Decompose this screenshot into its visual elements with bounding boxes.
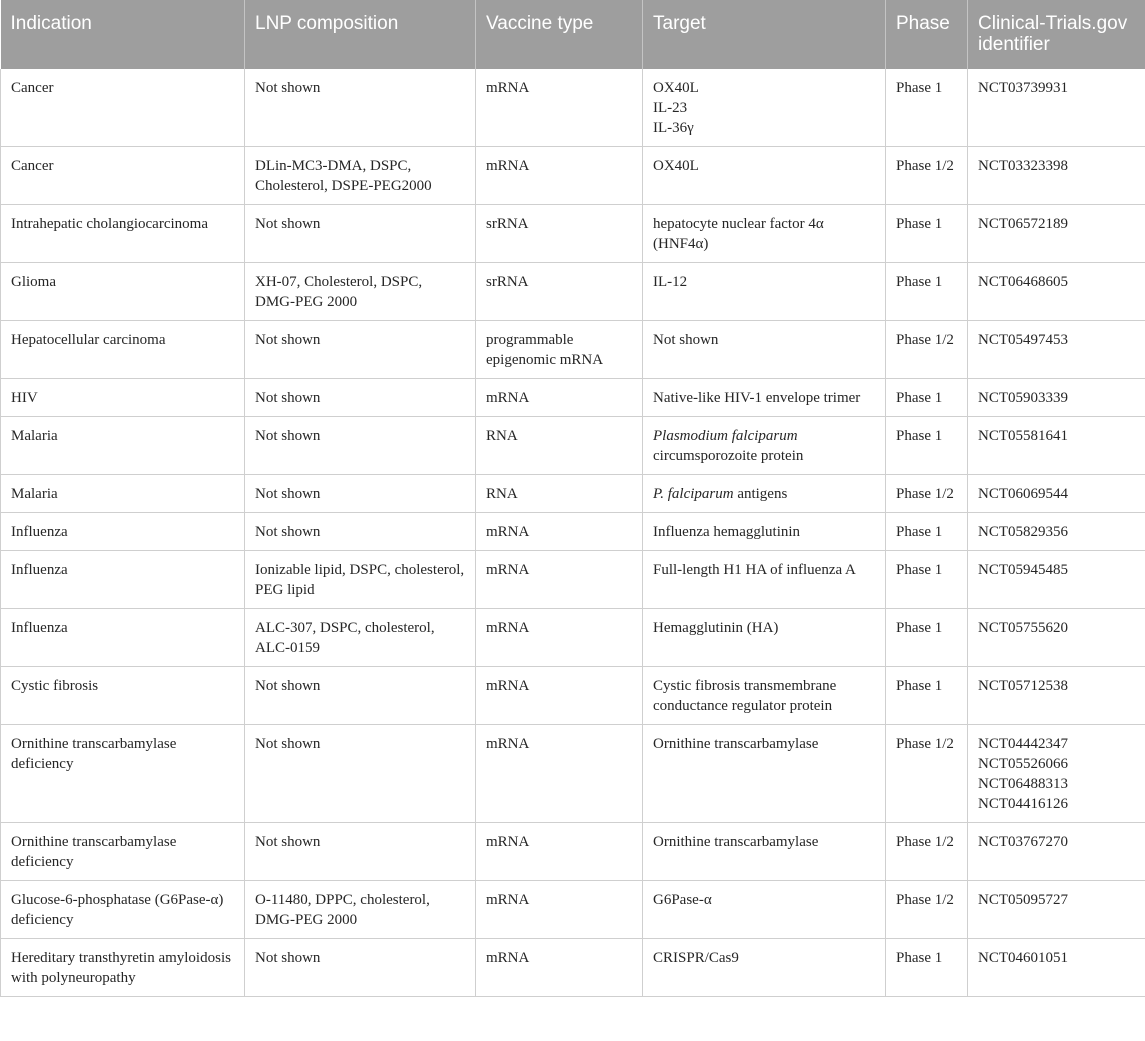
trial-identifier: NCT04416126 (978, 796, 1068, 812)
cell-identifier (968, 263, 1145, 321)
cell-phase: Phase 1/2 (886, 823, 968, 881)
cell-indication: Hepatocellular carcinoma (1, 321, 245, 379)
cell-identifier (968, 417, 1145, 475)
cell-identifier (968, 823, 1145, 881)
cell-indication: Cystic fibrosis (1, 667, 245, 725)
trial-identifier: NCT05903339 (978, 390, 1068, 406)
cell-phase: Phase 1 (886, 417, 968, 475)
cell-lnp-composition: Not shown (245, 939, 476, 997)
cell-lnp-composition: Not shown (245, 417, 476, 475)
cell-indication: Influenza (1, 513, 245, 551)
target-item: IL-36γ (653, 120, 694, 136)
trial-identifier: NCT05829356 (978, 524, 1068, 540)
trial-identifier: NCT06572189 (978, 216, 1068, 232)
cell-target (643, 939, 886, 997)
cell-phase: Phase 1 (886, 205, 968, 263)
cell-lnp-composition: Not shown (245, 667, 476, 725)
cell-vaccine-type: mRNA (476, 823, 643, 881)
table-row (1, 147, 1145, 205)
cell-vaccine-type: mRNA (476, 69, 643, 147)
target-item: Ornithine transcarbamylase (653, 736, 819, 752)
table-row (1, 263, 1145, 321)
table-row (1, 823, 1145, 881)
cell-lnp-composition: Not shown (245, 321, 476, 379)
header-lnp-composition: LNP composition (245, 0, 476, 69)
cell-phase: Phase 1/2 (886, 881, 968, 939)
cell-lnp-composition: Not shown (245, 823, 476, 881)
cell-lnp-composition: Not shown (245, 205, 476, 263)
table-row (1, 69, 1145, 147)
target-item: hepatocyte nuclear factor 4α (HNF4α) (653, 216, 824, 252)
target-item: CRISPR/Cas9 (653, 950, 739, 966)
trial-identifier: NCT06488313 (978, 776, 1068, 792)
cell-target (643, 475, 886, 513)
cell-indication: Glioma (1, 263, 245, 321)
table-row (1, 475, 1145, 513)
target-item: Influenza hemagglutinin (653, 524, 801, 540)
cell-vaccine-type: srRNA (476, 263, 643, 321)
target-item: IL-12 (653, 274, 688, 290)
trial-identifier: NCT05581641 (978, 428, 1068, 444)
header-phase: Phase (886, 0, 968, 69)
cell-phase: Phase 1 (886, 551, 968, 609)
target-item: Hemagglutinin (HA) (653, 620, 779, 636)
table-row (1, 551, 1145, 609)
cell-indication: Cancer (1, 147, 245, 205)
cell-target (643, 321, 886, 379)
table-row (1, 379, 1145, 417)
cell-indication: Cancer (1, 69, 245, 147)
target-item: G6Pase-α (653, 892, 712, 908)
target-item: OX40L (653, 158, 699, 174)
table-row (1, 939, 1145, 997)
table-row (1, 725, 1145, 823)
trial-identifier: NCT03739931 (978, 80, 1068, 96)
header-vaccine-type: Vaccine type (476, 0, 643, 69)
cell-identifier (968, 379, 1145, 417)
cell-target (643, 69, 886, 147)
cell-lnp-composition: DLin-MC3-DMA, DSPC, Cholesterol, DSPE-PEG2000 (245, 147, 476, 205)
target-species-name: P. falciparum (653, 486, 734, 502)
cell-lnp-composition: ALC-307, DSPC, cholesterol, ALC-0159 (245, 609, 476, 667)
target-item: IL-23 (653, 100, 688, 116)
cell-indication: Hereditary transthyretin amyloidosis with polyneuropathy (1, 939, 245, 997)
trial-identifier: NCT05945485 (978, 562, 1068, 578)
cell-lnp-composition: Not shown (245, 475, 476, 513)
table-row (1, 667, 1145, 725)
cell-identifier (968, 205, 1145, 263)
table-body (1, 69, 1145, 997)
cell-indication: Influenza (1, 609, 245, 667)
cell-phase: Phase 1 (886, 609, 968, 667)
cell-indication: Ornithine transcarbamylase deficiency (1, 725, 245, 823)
target-text: circumsporozoite protein (653, 448, 804, 464)
cell-phase: Phase 1/2 (886, 725, 968, 823)
cell-identifier (968, 725, 1145, 823)
table-header-row (1, 0, 1145, 69)
table-row (1, 513, 1145, 551)
cell-phase: Phase 1/2 (886, 475, 968, 513)
target-item: Not shown (653, 332, 719, 348)
cell-vaccine-type: mRNA (476, 379, 643, 417)
trial-identifier: NCT06468605 (978, 274, 1068, 290)
cell-identifier (968, 321, 1145, 379)
trial-identifier: NCT05755620 (978, 620, 1068, 636)
trial-identifier: NCT05526066 (978, 756, 1068, 772)
cell-vaccine-type: mRNA (476, 667, 643, 725)
cell-identifier (968, 475, 1145, 513)
cell-indication: Influenza (1, 551, 245, 609)
cell-target (643, 379, 886, 417)
cell-identifier (968, 147, 1145, 205)
header-target: Target (643, 0, 886, 69)
target-item: Cystic fibrosis transmembrane conductance regulator protein (653, 678, 837, 714)
cell-phase: Phase 1 (886, 513, 968, 551)
cell-target (643, 881, 886, 939)
table-row (1, 881, 1145, 939)
cell-vaccine-type: mRNA (476, 551, 643, 609)
cell-indication: HIV (1, 379, 245, 417)
cell-lnp-composition: XH-07, Cholesterol, DSPC, DMG-PEG 2000 (245, 263, 476, 321)
cell-vaccine-type: mRNA (476, 147, 643, 205)
trial-identifier: NCT04601051 (978, 950, 1068, 966)
cell-target (643, 147, 886, 205)
cell-target (643, 823, 886, 881)
cell-phase: Phase 1 (886, 667, 968, 725)
cell-lnp-composition: Not shown (245, 69, 476, 147)
target-item: Native-like HIV-1 envelope trimer (653, 390, 861, 406)
trial-identifier: NCT05497453 (978, 332, 1068, 348)
cell-indication: Glucose-6-phosphatase (G6Pase-α) deficiency (1, 881, 245, 939)
trial-identifier: NCT03323398 (978, 158, 1068, 174)
cell-phase: Phase 1/2 (886, 147, 968, 205)
cell-vaccine-type: srRNA (476, 205, 643, 263)
trial-identifier: NCT05095727 (978, 892, 1068, 908)
cell-identifier (968, 939, 1145, 997)
table-row (1, 609, 1145, 667)
target-item: Ornithine transcarbamylase (653, 834, 819, 850)
cell-vaccine-type: programmable epigenomic mRNA (476, 321, 643, 379)
cell-vaccine-type: mRNA (476, 881, 643, 939)
table-row (1, 321, 1145, 379)
cell-lnp-composition: Not shown (245, 513, 476, 551)
cell-target (643, 417, 886, 475)
cell-lnp-composition: Ionizable lipid, DSPC, cholesterol, PEG lipid (245, 551, 476, 609)
trial-identifier: NCT06069544 (978, 486, 1068, 502)
header-identifier: Clinical-Trials.gov identifier (968, 0, 1145, 69)
trial-identifier: NCT05712538 (978, 678, 1068, 694)
cell-lnp-composition: Not shown (245, 725, 476, 823)
cell-vaccine-type: RNA (476, 417, 643, 475)
cell-vaccine-type: mRNA (476, 609, 643, 667)
cell-vaccine-type: mRNA (476, 725, 643, 823)
cell-indication: Malaria (1, 475, 245, 513)
cell-phase: Phase 1 (886, 939, 968, 997)
cell-target (643, 667, 886, 725)
cell-indication: Ornithine transcarbamylase deficiency (1, 823, 245, 881)
header-indication: Indication (1, 0, 245, 69)
cell-indication: Intrahepatic cholangiocarcinoma (1, 205, 245, 263)
cell-target (643, 205, 886, 263)
cell-indication: Malaria (1, 417, 245, 475)
target-species-name: Plasmodium falciparum (653, 428, 798, 444)
table-row (1, 205, 1145, 263)
trial-identifier: NCT04442347 (978, 736, 1068, 752)
cell-target (643, 513, 886, 551)
target-item: OX40L (653, 80, 699, 96)
cell-identifier (968, 513, 1145, 551)
cell-target (643, 263, 886, 321)
cell-vaccine-type: mRNA (476, 939, 643, 997)
target-item: Full-length H1 HA of influenza A (653, 562, 856, 578)
cell-phase: Phase 1 (886, 379, 968, 417)
cell-lnp-composition: O-11480, DPPC, cholesterol, DMG-PEG 2000 (245, 881, 476, 939)
cell-identifier (968, 551, 1145, 609)
cell-identifier (968, 609, 1145, 667)
cell-target (643, 609, 886, 667)
cell-identifier (968, 667, 1145, 725)
cell-identifier (968, 881, 1145, 939)
cell-vaccine-type: RNA (476, 475, 643, 513)
cell-phase: Phase 1 (886, 69, 968, 147)
cell-identifier (968, 69, 1145, 147)
cell-phase: Phase 1/2 (886, 321, 968, 379)
cell-phase: Phase 1 (886, 263, 968, 321)
cell-target (643, 551, 886, 609)
cell-lnp-composition: Not shown (245, 379, 476, 417)
target-text: antigens (733, 486, 788, 502)
trial-identifier: NCT03767270 (978, 834, 1068, 850)
cell-vaccine-type: mRNA (476, 513, 643, 551)
cell-target (643, 725, 886, 823)
table-row (1, 417, 1145, 475)
